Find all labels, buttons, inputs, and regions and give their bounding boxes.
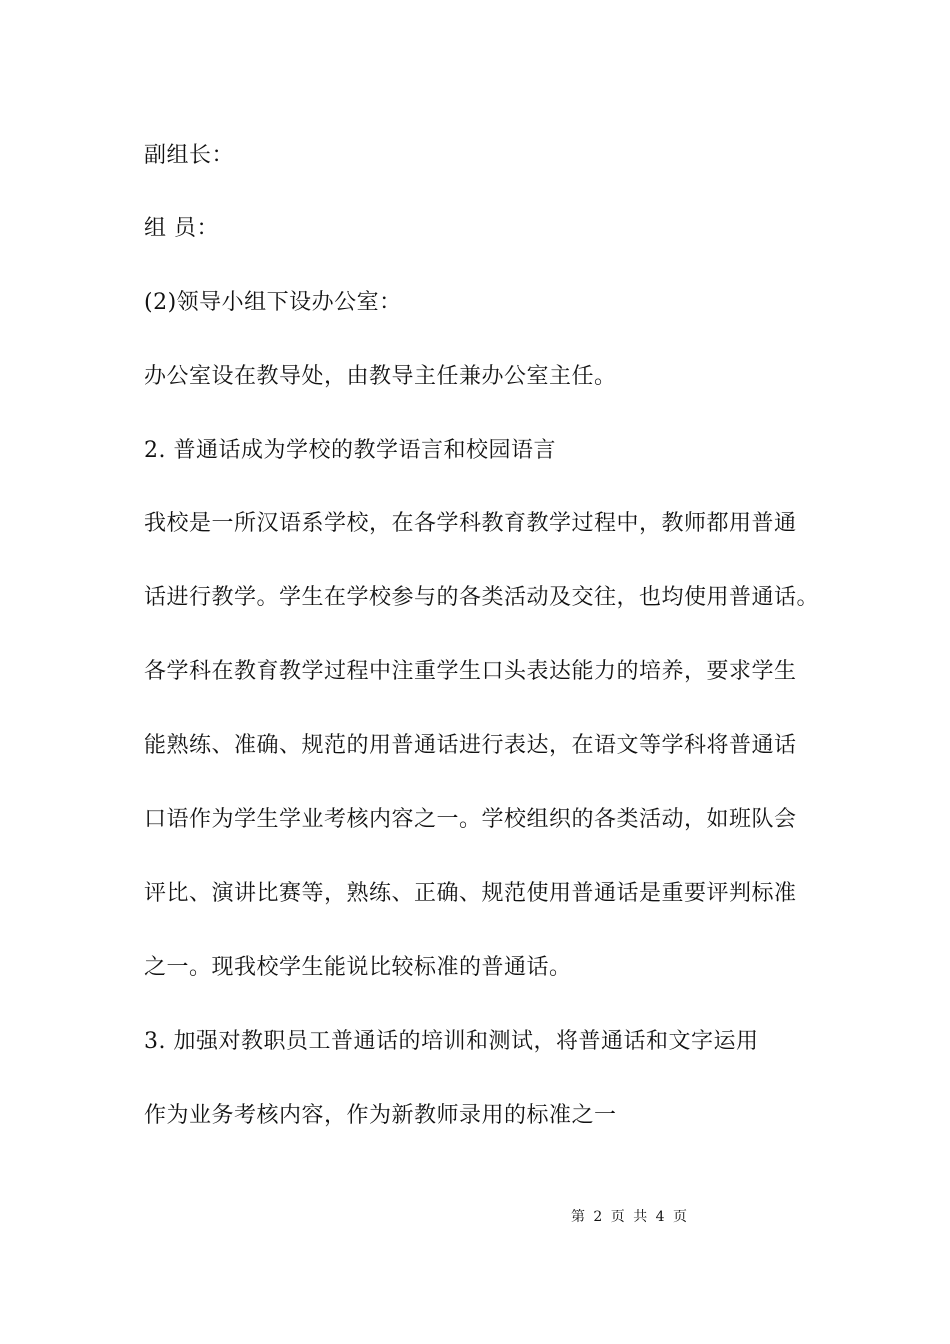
paragraph-line-3: 各学科在教育教学过程中注重学生口头表达能力的培养，要求学生 (144, 659, 797, 684)
section-heading-3-continued: 作为业务考核内容，作为新教师录用的标准之一 (144, 1103, 617, 1128)
paragraph-line-1: 我校是一所汉语系学校，在各学科教育教学过程中，教师都用普通 (144, 511, 797, 536)
text-line-vice-leader: 副组长： (144, 143, 235, 168)
text-line-office-location: 办公室设在教导处，由教导主任兼办公室主任。 (144, 364, 617, 389)
section-heading-2: 2. 普通话成为学校的教学语言和校园语言 (144, 438, 556, 463)
paragraph-line-7: 之一。现我校学生能说比较标准的普通话。 (144, 955, 572, 980)
paragraph-line-6: 评比、演讲比赛等，熟练、正确、规范使用普通话是重要评判标准 (144, 881, 797, 906)
text-line-members: 组 员： (144, 216, 219, 241)
text-line-office-heading: (2)领导小组下设办公室： (144, 290, 402, 315)
paragraph-line-5: 口语作为学生学业考核内容之一。学校组织的各类活动，如班队会 (144, 807, 797, 832)
section-heading-3: 3. 加强对教职员工普通话的培训和测试，将普通话和文字运用 (144, 1029, 759, 1054)
paragraph-line-2: 话进行教学。学生在学校参与的各类活动及交往，也均使用普通话。 (144, 585, 820, 610)
page-number-footer: 第 2 页 共 4 页 (570, 1209, 690, 1225)
paragraph-line-4: 能熟练、准确、规范的用普通话进行表达，在语文等学科将普通话 (144, 733, 797, 758)
